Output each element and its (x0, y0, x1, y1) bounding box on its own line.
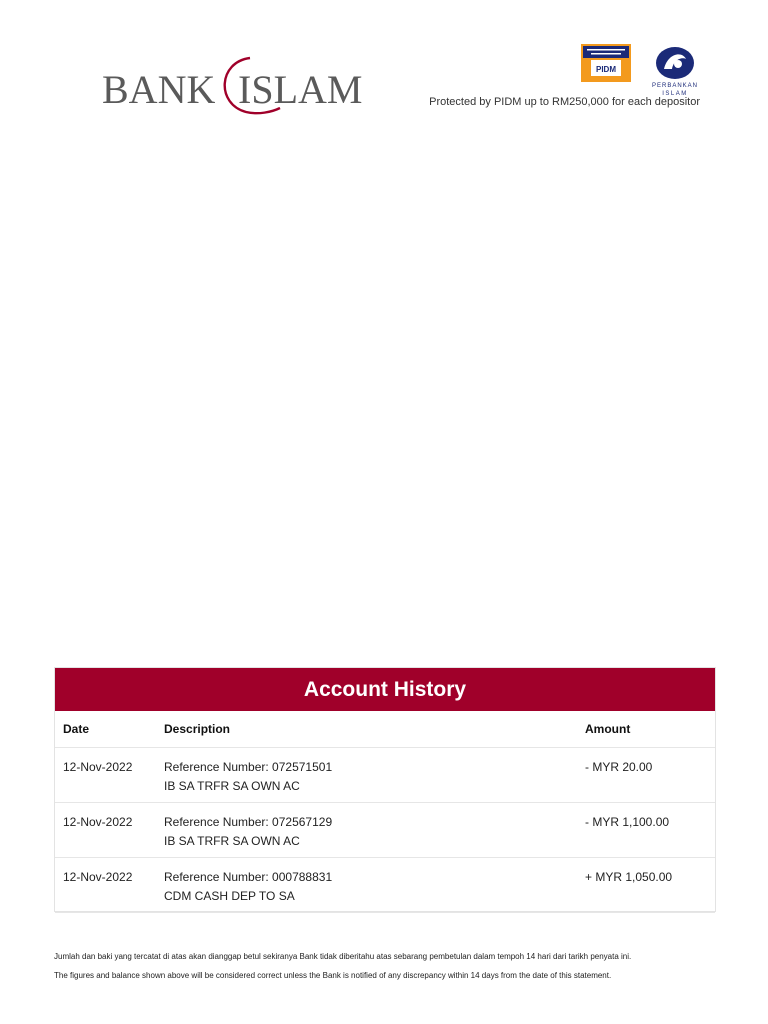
disclaimer-english: The figures and balance shown above will be considered correct unless the Bank is notified of any discrepancy within 14 days from the date of this statement. (54, 971, 612, 980)
column-header-amount: Amount (585, 722, 631, 736)
svg-text:ISLAM: ISLAM (662, 91, 688, 97)
transaction-reference: Reference Number: 000788831 (164, 870, 333, 884)
transaction-reference: Reference Number: 072571501 (164, 760, 333, 774)
bank-islam-logo (100, 52, 362, 120)
transaction-type: IB SA TRFR SA OWN AC (164, 779, 300, 793)
table-row (55, 748, 715, 803)
transaction-date: 12-Nov-2022 (63, 760, 133, 774)
account-history-title: Account History (55, 668, 715, 711)
transaction-amount: - MYR 1,100.00 (585, 815, 670, 829)
transaction-description (164, 868, 585, 912)
disclaimer-malay: Jumlah dan baki yang tercatat di atas akan dianggap betul sekiranya Bank tidak diberitahu atas sebarang pembetulan dalam tempoh 14 hari dari tarikh penyata ini. (54, 952, 632, 961)
transaction-date: 12-Nov-2022 (63, 815, 133, 829)
transaction-description (164, 813, 585, 857)
transaction-type: IB SA TRFR SA OWN AC (164, 834, 300, 848)
table-row (55, 803, 715, 858)
account-history-table (54, 667, 716, 912)
svg-text:PERBANKAN: PERBANKAN (651, 83, 699, 89)
pidm-badge (581, 44, 631, 82)
column-header-date: Date (63, 722, 90, 736)
transaction-reference: Reference Number: 072567129 (164, 815, 333, 829)
pidm-protection-note: Protected by PIDM up to RM250,000 for each depositor (429, 96, 700, 108)
table-header-row (55, 711, 715, 748)
column-header-description: Description (164, 722, 231, 736)
transaction-amount: - MYR 20.00 (585, 760, 653, 774)
table-footer-spacer (55, 913, 715, 921)
table-row (55, 858, 715, 913)
transaction-type: CDM CASH DEP TO SA (164, 889, 295, 903)
svg-text:ISLAM: ISLAM (238, 67, 362, 112)
perbankan-islam-logo (648, 45, 702, 97)
transaction-amount: + MYR 1,050.00 (585, 870, 673, 884)
transaction-description (164, 758, 585, 802)
transaction-date: 12-Nov-2022 (63, 870, 133, 884)
svg-text:BANK: BANK (102, 67, 216, 112)
svg-text:PIDM: PIDM (596, 65, 616, 74)
